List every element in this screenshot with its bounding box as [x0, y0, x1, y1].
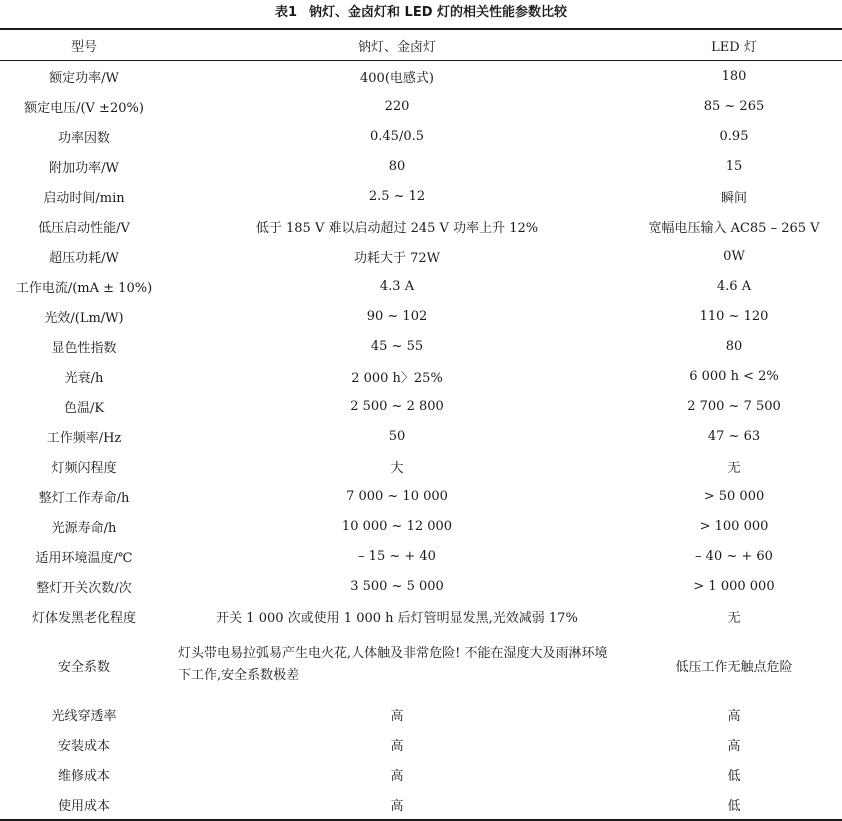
header-sodium-metal-halide: 钠灯、金卤灯 [357, 39, 436, 55]
row-parameter: 光线穿透率 [51, 708, 117, 724]
table-header [0, 29, 842, 61]
row-sodium-metal-halide-value: 220 [384, 98, 410, 114]
row-parameter: 整灯工作寿命/h [38, 490, 130, 506]
table-body [0, 61, 842, 821]
table-row [0, 241, 842, 271]
table-row [0, 91, 842, 121]
row-led-value: 瞬间 [720, 190, 747, 206]
row-parameter: 安全系数 [57, 659, 110, 675]
row-parameter: 光衰/h [64, 370, 104, 386]
row-sodium-metal-halide-value: 400(电感式) [360, 70, 434, 86]
row-parameter: 光效/(Lm/W) [44, 310, 124, 326]
table-row [0, 61, 842, 92]
table-row [0, 391, 842, 421]
table-row [0, 301, 842, 331]
row-led-value: > 50 000 [703, 488, 765, 504]
row-led-value: 15 [725, 158, 743, 174]
row-parameter: 适用环境温度/℃ [35, 550, 133, 566]
row-led-value: 85 ~ 265 [703, 98, 765, 114]
row-sodium-metal-halide-value: 灯头带电易拉弧易产生电火花,人体触及非常危险! 不能在湿度大及雨淋环境下工作,安全系数极差 [178, 646, 608, 683]
row-led-value: > 1 000 000 [693, 578, 775, 594]
row-led-value: 4.6 A [716, 278, 752, 294]
row-led-value: 6 000 h < 2% [689, 368, 779, 384]
row-sodium-metal-halide-value: 低于 185 V 难以启动超过 245 V 功率上升 12% [255, 220, 539, 236]
table-row [0, 699, 842, 729]
row-parameter: 灯频闪程度 [51, 460, 117, 476]
row-parameter: 维修成本 [57, 768, 110, 784]
row-sodium-metal-halide-value: 45 ~ 55 [370, 338, 424, 354]
row-led-value: – 40 ~ + 60 [695, 548, 773, 564]
table-row [0, 481, 842, 511]
row-led-value: 无 [727, 460, 741, 476]
row-sodium-metal-halide-value: 2.5 ~ 12 [368, 188, 426, 204]
row-sodium-metal-halide-value: 2 500 ~ 2 800 [350, 398, 444, 414]
table-row [0, 211, 842, 241]
header-model: 型号 [70, 39, 97, 55]
table-row [0, 511, 842, 541]
row-led-value: 80 [725, 338, 743, 354]
table-row [0, 571, 842, 601]
row-sodium-metal-halide-value: 10 000 ~ 12 000 [341, 518, 453, 534]
header-led: LED 灯 [711, 39, 757, 55]
row-parameter: 额定电压/(V ±20%) [24, 100, 144, 116]
row-parameter: 低压启动性能/V [38, 220, 130, 236]
row-led-value: 47 ~ 63 [707, 428, 761, 444]
row-parameter: 色温/K [63, 400, 105, 416]
row-sodium-metal-halide-value: 功耗大于 72W [353, 250, 441, 266]
table-row [0, 121, 842, 151]
row-led-value: 180 [721, 68, 747, 84]
row-led-value: 宽幅电压输入 AC85 – 265 V [648, 220, 820, 236]
row-sodium-metal-halide-value: 2 000 h〉25% [351, 370, 443, 386]
row-sodium-metal-halide-value: 3 500 ~ 5 000 [350, 578, 444, 594]
table-row [0, 541, 842, 571]
row-sodium-metal-halide-value: 90 ~ 102 [366, 308, 428, 324]
row-parameter: 使用成本 [57, 798, 110, 814]
row-parameter: 灯体发黑老化程度 [31, 610, 136, 626]
row-parameter: 工作频率/Hz [46, 430, 122, 446]
row-led-value: 高 [727, 708, 741, 724]
row-sodium-metal-halide-value: 高 [390, 768, 404, 784]
row-led-value: 2 700 ~ 7 500 [687, 398, 781, 414]
row-led-value: 低 [727, 798, 741, 814]
row-parameter: 光源寿命/h [51, 520, 117, 536]
row-sodium-metal-halide-value: 80 [388, 158, 406, 174]
table-row [0, 181, 842, 211]
table-caption-label: 表1 [274, 5, 298, 20]
table-row [0, 271, 842, 301]
table-row [0, 601, 842, 631]
table-row [0, 451, 842, 481]
row-parameter: 启动时间/min [43, 190, 125, 206]
row-led-value: > 100 000 [699, 518, 769, 534]
row-sodium-metal-halide-value: 高 [390, 738, 404, 754]
table-row [0, 789, 842, 820]
table-row [0, 331, 842, 361]
row-sodium-metal-halide-value: 高 [390, 798, 404, 814]
row-led-value: 低 [727, 768, 741, 784]
table-row [0, 729, 842, 759]
row-parameter: 额定功率/W [49, 70, 119, 86]
row-led-value: 无 [727, 610, 741, 626]
row-led-value: 110 ~ 120 [699, 308, 769, 324]
row-parameter: 显色性指数 [51, 340, 117, 356]
table-row [0, 759, 842, 789]
header-row [0, 29, 842, 61]
row-sodium-metal-halide-value: 0.45/0.5 [370, 128, 424, 144]
row-sodium-metal-halide-value: 高 [390, 708, 404, 724]
row-led-value: 0W [723, 248, 745, 264]
row-sodium-metal-halide-value: – 15 ~ + 40 [358, 548, 436, 564]
row-parameter: 整灯开关次数/次 [36, 580, 132, 596]
row-led-value: 低压工作无触点危险 [675, 659, 793, 675]
row-parameter: 功率因数 [57, 130, 110, 146]
table-row [0, 151, 842, 181]
table-row [0, 421, 842, 451]
row-led-value: 高 [727, 738, 741, 754]
row-sodium-metal-halide-value: 7 000 ~ 10 000 [346, 488, 448, 504]
row-sodium-metal-halide-value: 开关 1 000 次或使用 1 000 h 后灯管明显发黑,光效减弱 17% [216, 610, 578, 626]
row-parameter: 附加功率/W [49, 160, 119, 176]
row-led-value: 0.95 [719, 128, 749, 144]
row-parameter: 超压功耗/W [49, 250, 119, 266]
row-sodium-metal-halide-value: 4.3 A [379, 278, 415, 294]
table-row [0, 631, 842, 699]
row-sodium-metal-halide-value: 50 [388, 428, 406, 444]
table-caption-title: 钠灯、金卤灯和 LED 灯的相关性能参数比较 [309, 5, 568, 20]
row-parameter: 工作电流/(mA ± 10%) [15, 280, 153, 296]
table-row [0, 361, 842, 391]
table-caption [0, 0, 842, 26]
comparison-table [0, 28, 842, 821]
row-parameter: 安装成本 [57, 738, 110, 754]
row-sodium-metal-halide-value: 大 [390, 460, 404, 476]
